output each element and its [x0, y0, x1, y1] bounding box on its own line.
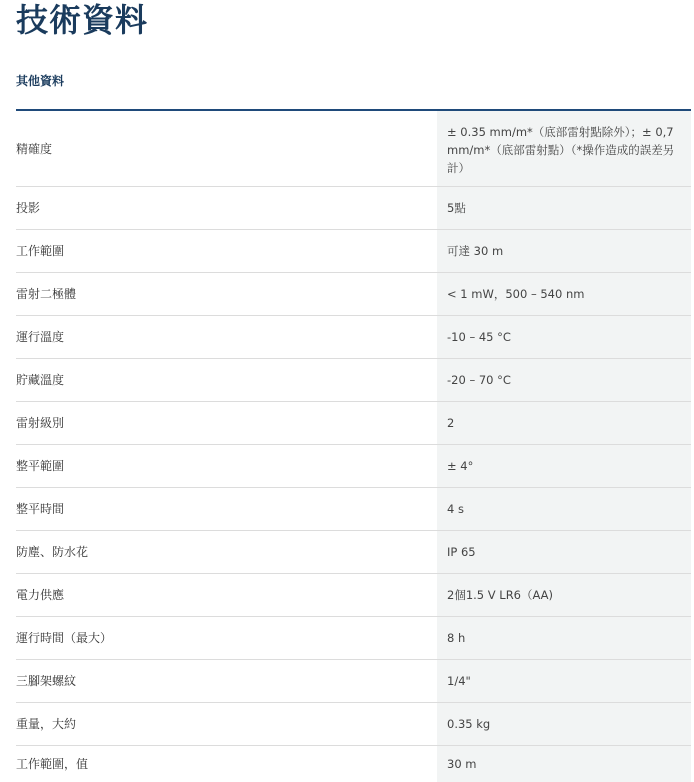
spec-label-ingress-protection: 防塵、防水花 [16, 545, 89, 559]
table-row [16, 746, 691, 782]
spec-value-leveling-range: ± 4° [437, 445, 691, 487]
spec-value-operating-temp: -10 – 45 °C [437, 316, 691, 358]
table-row [16, 574, 691, 617]
spec-value-power-supply: 2個1.5 V LR6（AA) [437, 574, 691, 616]
spec-label-laser-diode: 雷射二極體 [16, 287, 77, 301]
section-title: 其他資料 [16, 74, 65, 88]
spec-label-working-range: 工作範圍 [16, 244, 65, 258]
spec-value-ingress-protection: IP 65 [437, 531, 691, 573]
spec-label-storage-temp: 貯藏溫度 [16, 373, 65, 387]
spec-value-laser-diode: < 1 mW，500 – 540 nm [437, 273, 691, 315]
spec-label-leveling-range: 整平範圍 [16, 459, 65, 473]
spec-value-weight: 0.35 kg [437, 703, 691, 745]
table-row [16, 230, 691, 273]
table-row [16, 660, 691, 703]
spec-value-working-range-value: 30 m [437, 746, 691, 782]
spec-label-laser-class: 雷射級別 [16, 416, 65, 430]
table-row [16, 273, 691, 316]
table-row [16, 187, 691, 230]
spec-value-working-range: 可達 30 m [437, 230, 691, 272]
spec-label-power-supply: 電力供應 [16, 588, 65, 602]
spec-table [16, 109, 691, 782]
spec-label-leveling-time: 整平時間 [16, 502, 65, 516]
spec-value-tripod-thread: 1/4" [437, 660, 691, 702]
spec-value-storage-temp: -20 – 70 °C [437, 359, 691, 401]
table-row [16, 316, 691, 359]
table-row [16, 359, 691, 402]
page-title: 技術資料 [16, 1, 149, 39]
table-row [16, 617, 691, 660]
table-row [16, 402, 691, 445]
spec-label-operating-time: 運行時間（最大） [16, 631, 113, 645]
spec-label-weight: 重量，大約 [16, 717, 77, 731]
table-row [16, 488, 691, 531]
spec-label-working-range-value: 工作範圍，值 [16, 757, 89, 771]
spec-value-leveling-time: 4 s [437, 488, 691, 530]
table-row [16, 531, 691, 574]
spec-label-tripod-thread: 三腳架螺紋 [16, 674, 77, 688]
spec-value-projection: 5點 [437, 187, 691, 229]
table-row [16, 111, 691, 187]
spec-value-laser-class: 2 [437, 402, 691, 444]
table-row [16, 445, 691, 488]
spec-value-accuracy: ± 0.35 mm/m*（底部雷射點除外）；± 0,7 mm/m*（底部雷射點）（*操作造成的誤差另計） [437, 111, 691, 186]
spec-label-accuracy: 精確度 [16, 141, 53, 156]
spec-label-operating-temp: 運行溫度 [16, 330, 65, 344]
spec-value-operating-time: 8 h [437, 617, 691, 659]
table-row [16, 703, 691, 746]
spec-label-projection: 投影 [16, 201, 41, 215]
